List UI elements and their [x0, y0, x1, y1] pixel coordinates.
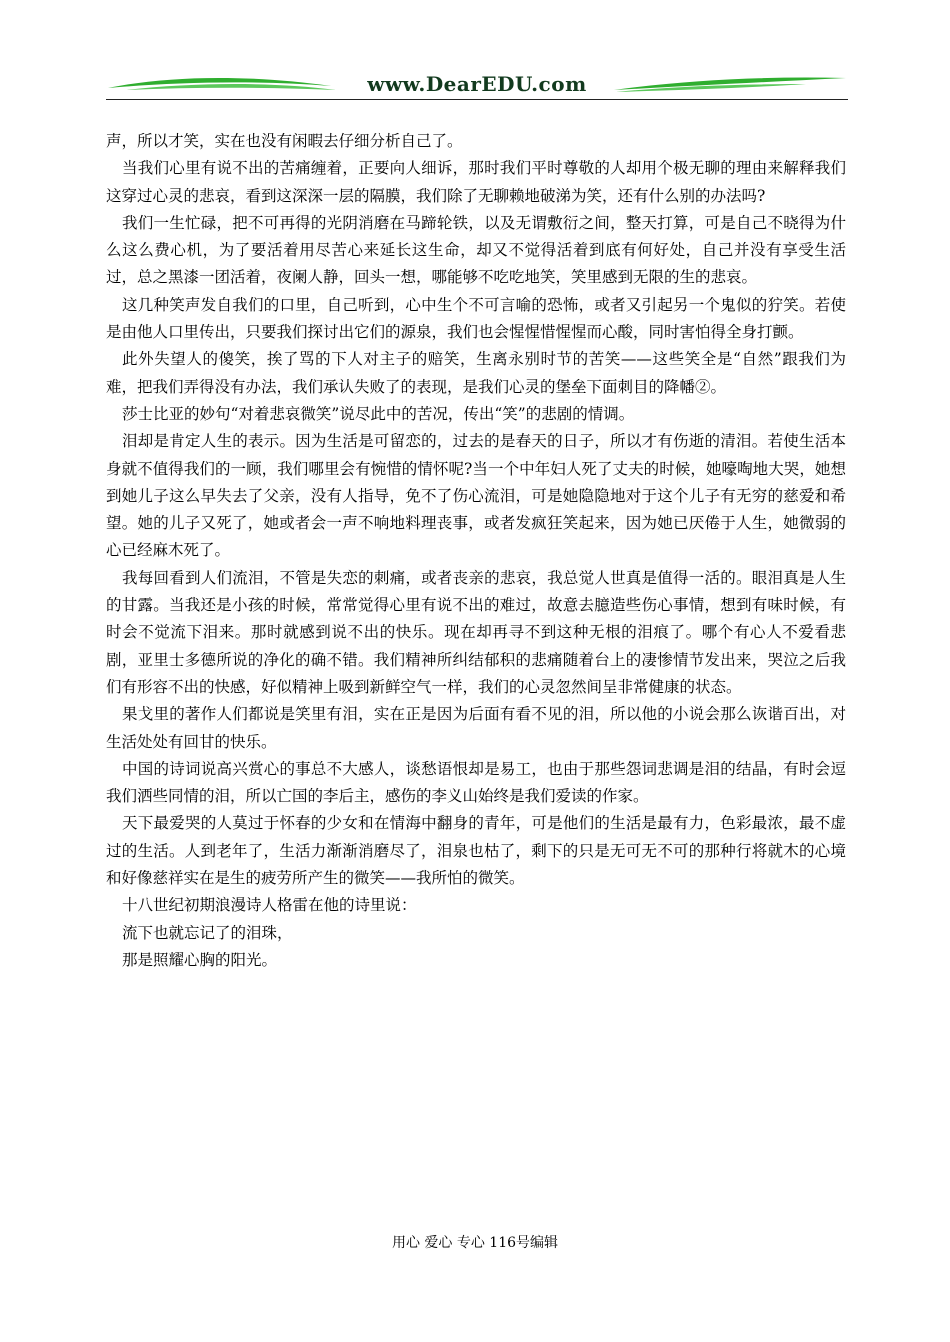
poem-line-1: 流下也就忘记了的泪珠，: [122, 923, 293, 942]
paragraph-8: 我每回看到人们流泪，不管是失恋的刺痛，或者丧亲的悲哀，我总觉人世真是值得一活的。眼泪真是人生的甘露。当我还是小孩的时候，常常觉得心里有说不出的难过，故意去臆造些伤心事情，想到有味时候，有时会不觉流下泪来。那时就感到说不出的快乐。现在却再寻不到这种无根的泪痕了。哪个有心人不爱看悲剧，亚里士多德所说的净化的确不错。我们精神所纠结郁积的悲痛随着台上的凄惨情节发出来，哭泣之后我们有形容不出的快感，好似精神上吸到新鲜空气一样，我们的心灵忽然间呈非常健康的状态。: [106, 568, 846, 696]
page-header: [106, 68, 848, 102]
paragraph-12: 十八世纪初期浪漫诗人格雷在他的诗里说：: [122, 896, 417, 915]
paragraph-9: 果戈里的著作人们都说是笑里有泪，实在正是因为后面有看不见的泪，所以他的小说会那么诙谐百出，对生活处处有回甘的快乐。: [106, 705, 846, 751]
paragraph-5: 此外失望人的傻笑，挨了骂的下人对主子的赔笑，生离永别时节的苦笑——这些笑全是“自然”跟我们为难，把我们弄得没有办法，我们承认失败了的表现，是我们心灵的堡垒下面刺目的降幡②。: [106, 350, 846, 396]
paragraph-2: 当我们心里有说不出的苦痛缠着，正要向人细诉，那时我们平时尊敬的人却用个极无聊的理由来解释我们这穿过心灵的悲哀，看到这深深一层的隔膜，我们除了无聊赖地破涕为笑，还有什么别的办法吗?: [106, 159, 846, 205]
paragraph-11: 天下最爱哭的人莫过于怀春的少女和在情海中翻身的青年，可是他们的生活是最有力，色彩最浓，最不虚过的生活。人到老年了，生活力渐渐消磨尽了，泪泉也枯了，剩下的只是无可无不可的那种行将就木的心境和好像慈祥实在是生的疲劳所产生的微笑——我所怕的微笑。: [106, 814, 846, 888]
paragraph-6: 莎士比亚的妙句“对着悲哀微笑”说尽此中的苦况，传出“笑”的悲剧的情调。: [122, 404, 635, 423]
page-footer: 用心 爱心 专心 116号编辑: [391, 1235, 559, 1251]
paragraph-1: 声，所以才笑，实在也没有闲暇去仔细分析自己了。: [106, 132, 463, 150]
site-logo: www.DearEDU.com: [367, 72, 587, 96]
paragraph-4: 这几种笑声发自我们的口里，自己听到，心中生个不可言喻的恐怖，或者又引起另一个鬼似的狞笑。若使是由他人口里传出，只要我们探讨出它们的源泉，我们也会惺惺惜惺惺而心酸，同时害怕得全身打颤。: [106, 295, 846, 342]
paragraph-7: 泪却是肯定人生的表示。因为生活是可留恋的，过去的是春天的日子，所以才有伤逝的清泪。若使生活本身就不值得我们的一顾，我们哪里会有惋惜的情怀呢?当一个中年妇人死了丈夫的时候，她嚎啕地大哭，她想到她儿子这么早失去了父亲，没有人指导，免不了伤心流泪，可是她隐隐地对于这个儿子有无穷的慈爱和希望。她的儿子又死了，她或者会一声不响地料理丧事，或者发疯狂笑起来，因为她已厌倦于人生，她微弱的心已经麻木死了。: [106, 432, 846, 560]
paragraph-3: 我们一生忙碌，把不可再得的光阴消磨在马蹄轮铁，以及无谓敷衍之间，整天打算，可是自己不晓得为什么这么费心机，为了要活着用尽苦心来延长这生命，却又不觉得活着到底有何好处，自己并没有享受生活过，总之黑漆一团活着，夜阑人静，回头一想，哪能够不吃吃地笑，笑里感到无限的生的悲哀。: [106, 213, 846, 287]
header-divider: [106, 99, 848, 100]
poem-line-2: 那是照耀心胸的阳光。: [122, 950, 278, 969]
article-body: [106, 128, 846, 974]
paragraph-10: 中国的诗词说高兴赏心的事总不大感人，谈愁语恨却是易工，也由于那些怨词悲调是泪的结晶，有时会逗我们洒些同情的泪，所以亡国的李后主，感伤的李义山始终是我们爱读的作家。: [106, 759, 846, 806]
